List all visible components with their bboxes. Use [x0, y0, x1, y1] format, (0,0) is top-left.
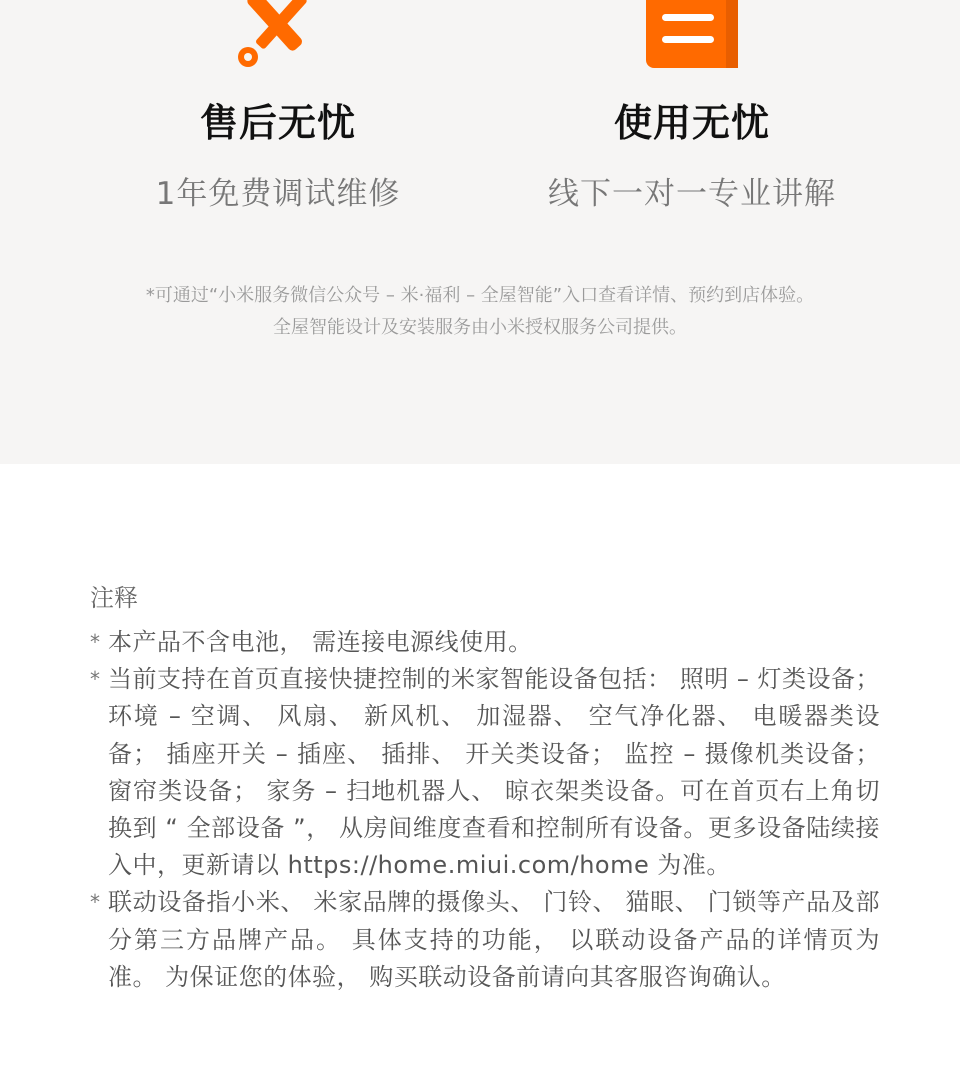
feature-title: 售后无忧 — [199, 101, 356, 145]
manual-book-icon — [492, 0, 892, 70]
note-item — [90, 884, 880, 996]
note-bullet: * — [90, 630, 101, 654]
service-note-line: 全屋智能设计及安装服务由小米授权服务公司提供。 — [273, 317, 687, 338]
feature-subtitle: 线下一对一专业讲解 — [548, 176, 836, 212]
wrench-screwdriver-icon — [78, 0, 478, 70]
note-item — [90, 661, 880, 884]
note-text: 本产品不含电池， 需连接电源线使用。 — [108, 628, 533, 656]
note-text: 当前支持在首页直接快捷控制的米家智能设备包括： 照明 – 灯类设备； 环境 – 空调、 风扇、 新风机、 加湿器、 空气净化器、 电暖器类设备； 插座开关 – 插座、 插排、 开关类设备； 监控 – 摄像机类设备； 窗帘类设备； 家务 – 扫地机器人、 晾衣架类设备。可在首页右上角切换到 “ 全部设备 ”， 从房间维度查看和控制所有设备。更多设备陆续接入中，更新请以 https://home.miui.com/home 为准。 — [108, 665, 880, 880]
feature-title: 使用无忧 — [613, 101, 770, 145]
service-panel — [0, 0, 960, 464]
service-note-line: *可通过“小米服务微信公众号 – 米·福利 – 全屋智能”入口查看详情、预约到店体验。 — [145, 285, 815, 306]
note-bullet: * — [90, 667, 101, 692]
note-item — [90, 624, 880, 661]
notes-section — [90, 578, 880, 996]
note-text: 联动设备指小米、 米家品牌的摄像头、 门铃、 猫眼、 门锁等产品及部分第三方品牌产品。 具体支持的功能， 以联动设备产品的详情页为准。 为保证您的体验， 购买联动设备前请向其客服咨询确认。 — [108, 888, 880, 991]
feature-subtitle: 1年免费调试维修 — [155, 176, 401, 212]
notes-title: 注释 — [90, 584, 138, 612]
note-bullet: * — [90, 890, 101, 915]
